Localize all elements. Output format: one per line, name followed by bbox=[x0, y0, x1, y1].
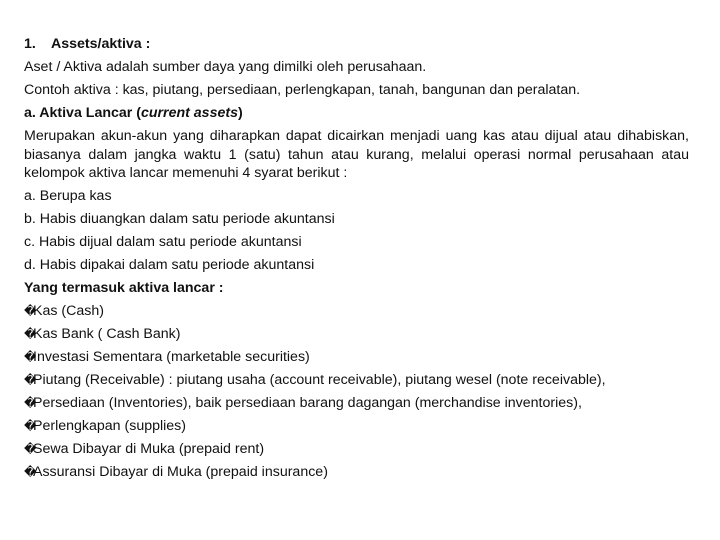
list-item bbox=[24, 415, 689, 438]
list-item bbox=[24, 346, 689, 369]
requirement-item: d. Habis dipakai dalam satu periode akuntansi bbox=[24, 256, 315, 273]
bullet-icon: � bbox=[24, 326, 37, 341]
requirement-item: a. Berupa kas bbox=[24, 187, 112, 204]
bullet-icon: � bbox=[24, 441, 37, 456]
current-assets-list bbox=[24, 300, 689, 484]
bullet-icon: � bbox=[24, 303, 37, 318]
requirements-list bbox=[24, 185, 689, 277]
list-item-text: Persediaan (Inventories), baik persediaan barang dagangan (merchandise inventories), bbox=[33, 394, 582, 411]
current-assets-title: Yang termasuk aktiva lancar : bbox=[24, 279, 224, 296]
list-item-text: Kas (Cash) bbox=[33, 302, 104, 319]
bullet-icon: � bbox=[24, 418, 37, 433]
list-item bbox=[24, 461, 689, 484]
subsection-prefix: a. Aktiva Lancar ( bbox=[24, 105, 141, 121]
list-item-text: Sewa Dibayar di Muka (prepaid rent) bbox=[33, 440, 265, 457]
bullet-icon: � bbox=[24, 349, 37, 364]
bullet-icon: � bbox=[24, 395, 37, 410]
subsection-english-term: current assets bbox=[140, 105, 238, 121]
examples-text: Contoh aktiva : kas, piutang, persediaan, perlengkapan, tanah, bangunan dan peralatan. bbox=[24, 82, 581, 98]
heading-number: 1. bbox=[24, 36, 36, 52]
subsection-suffix: ) bbox=[237, 105, 243, 121]
document-page bbox=[24, 33, 689, 484]
list-item bbox=[24, 323, 689, 346]
list-item bbox=[24, 369, 689, 392]
list-item-text: Investasi Sementara (marketable securities) bbox=[33, 348, 310, 365]
list-item bbox=[24, 300, 689, 323]
list-item-text: Kas Bank ( Cash Bank) bbox=[33, 325, 181, 342]
list-item-text: Piutang (Receivable) : piutang usaha (account receivable), piutang wesel (note receivable), bbox=[33, 371, 606, 388]
subsection-title bbox=[24, 102, 689, 125]
list-item-text: Perlengkapan (supplies) bbox=[33, 417, 187, 434]
list-item bbox=[24, 392, 689, 415]
bullet-icon: � bbox=[24, 372, 37, 387]
definition-text: Aset / Aktiva adalah sumber daya yang dimilki oleh perusahaan. bbox=[24, 59, 427, 75]
requirement-item: b. Habis diuangkan dalam satu periode akuntansi bbox=[24, 210, 335, 227]
list-item-text: Assuransi Dibayar di Muka (prepaid insurance) bbox=[33, 463, 328, 480]
bullet-icon: � bbox=[24, 464, 37, 479]
section-heading bbox=[24, 33, 689, 56]
description-paragraph: Merupakan akun-akun yang diharapkan dapat dicairkan menjadi uang kas atau dijual atau dihabiskan, biasanya dalam jangka waktu 1 (satu) tahun atau kurang, melalui operasi normal perusahaan atau kelompok aktiva lancar memenuhi 4 syarat berikut : bbox=[24, 128, 689, 181]
heading-title: Assets/aktiva : bbox=[51, 36, 151, 52]
list-item bbox=[24, 438, 689, 461]
requirement-item: c. Habis dijual dalam satu periode akuntansi bbox=[24, 233, 302, 250]
